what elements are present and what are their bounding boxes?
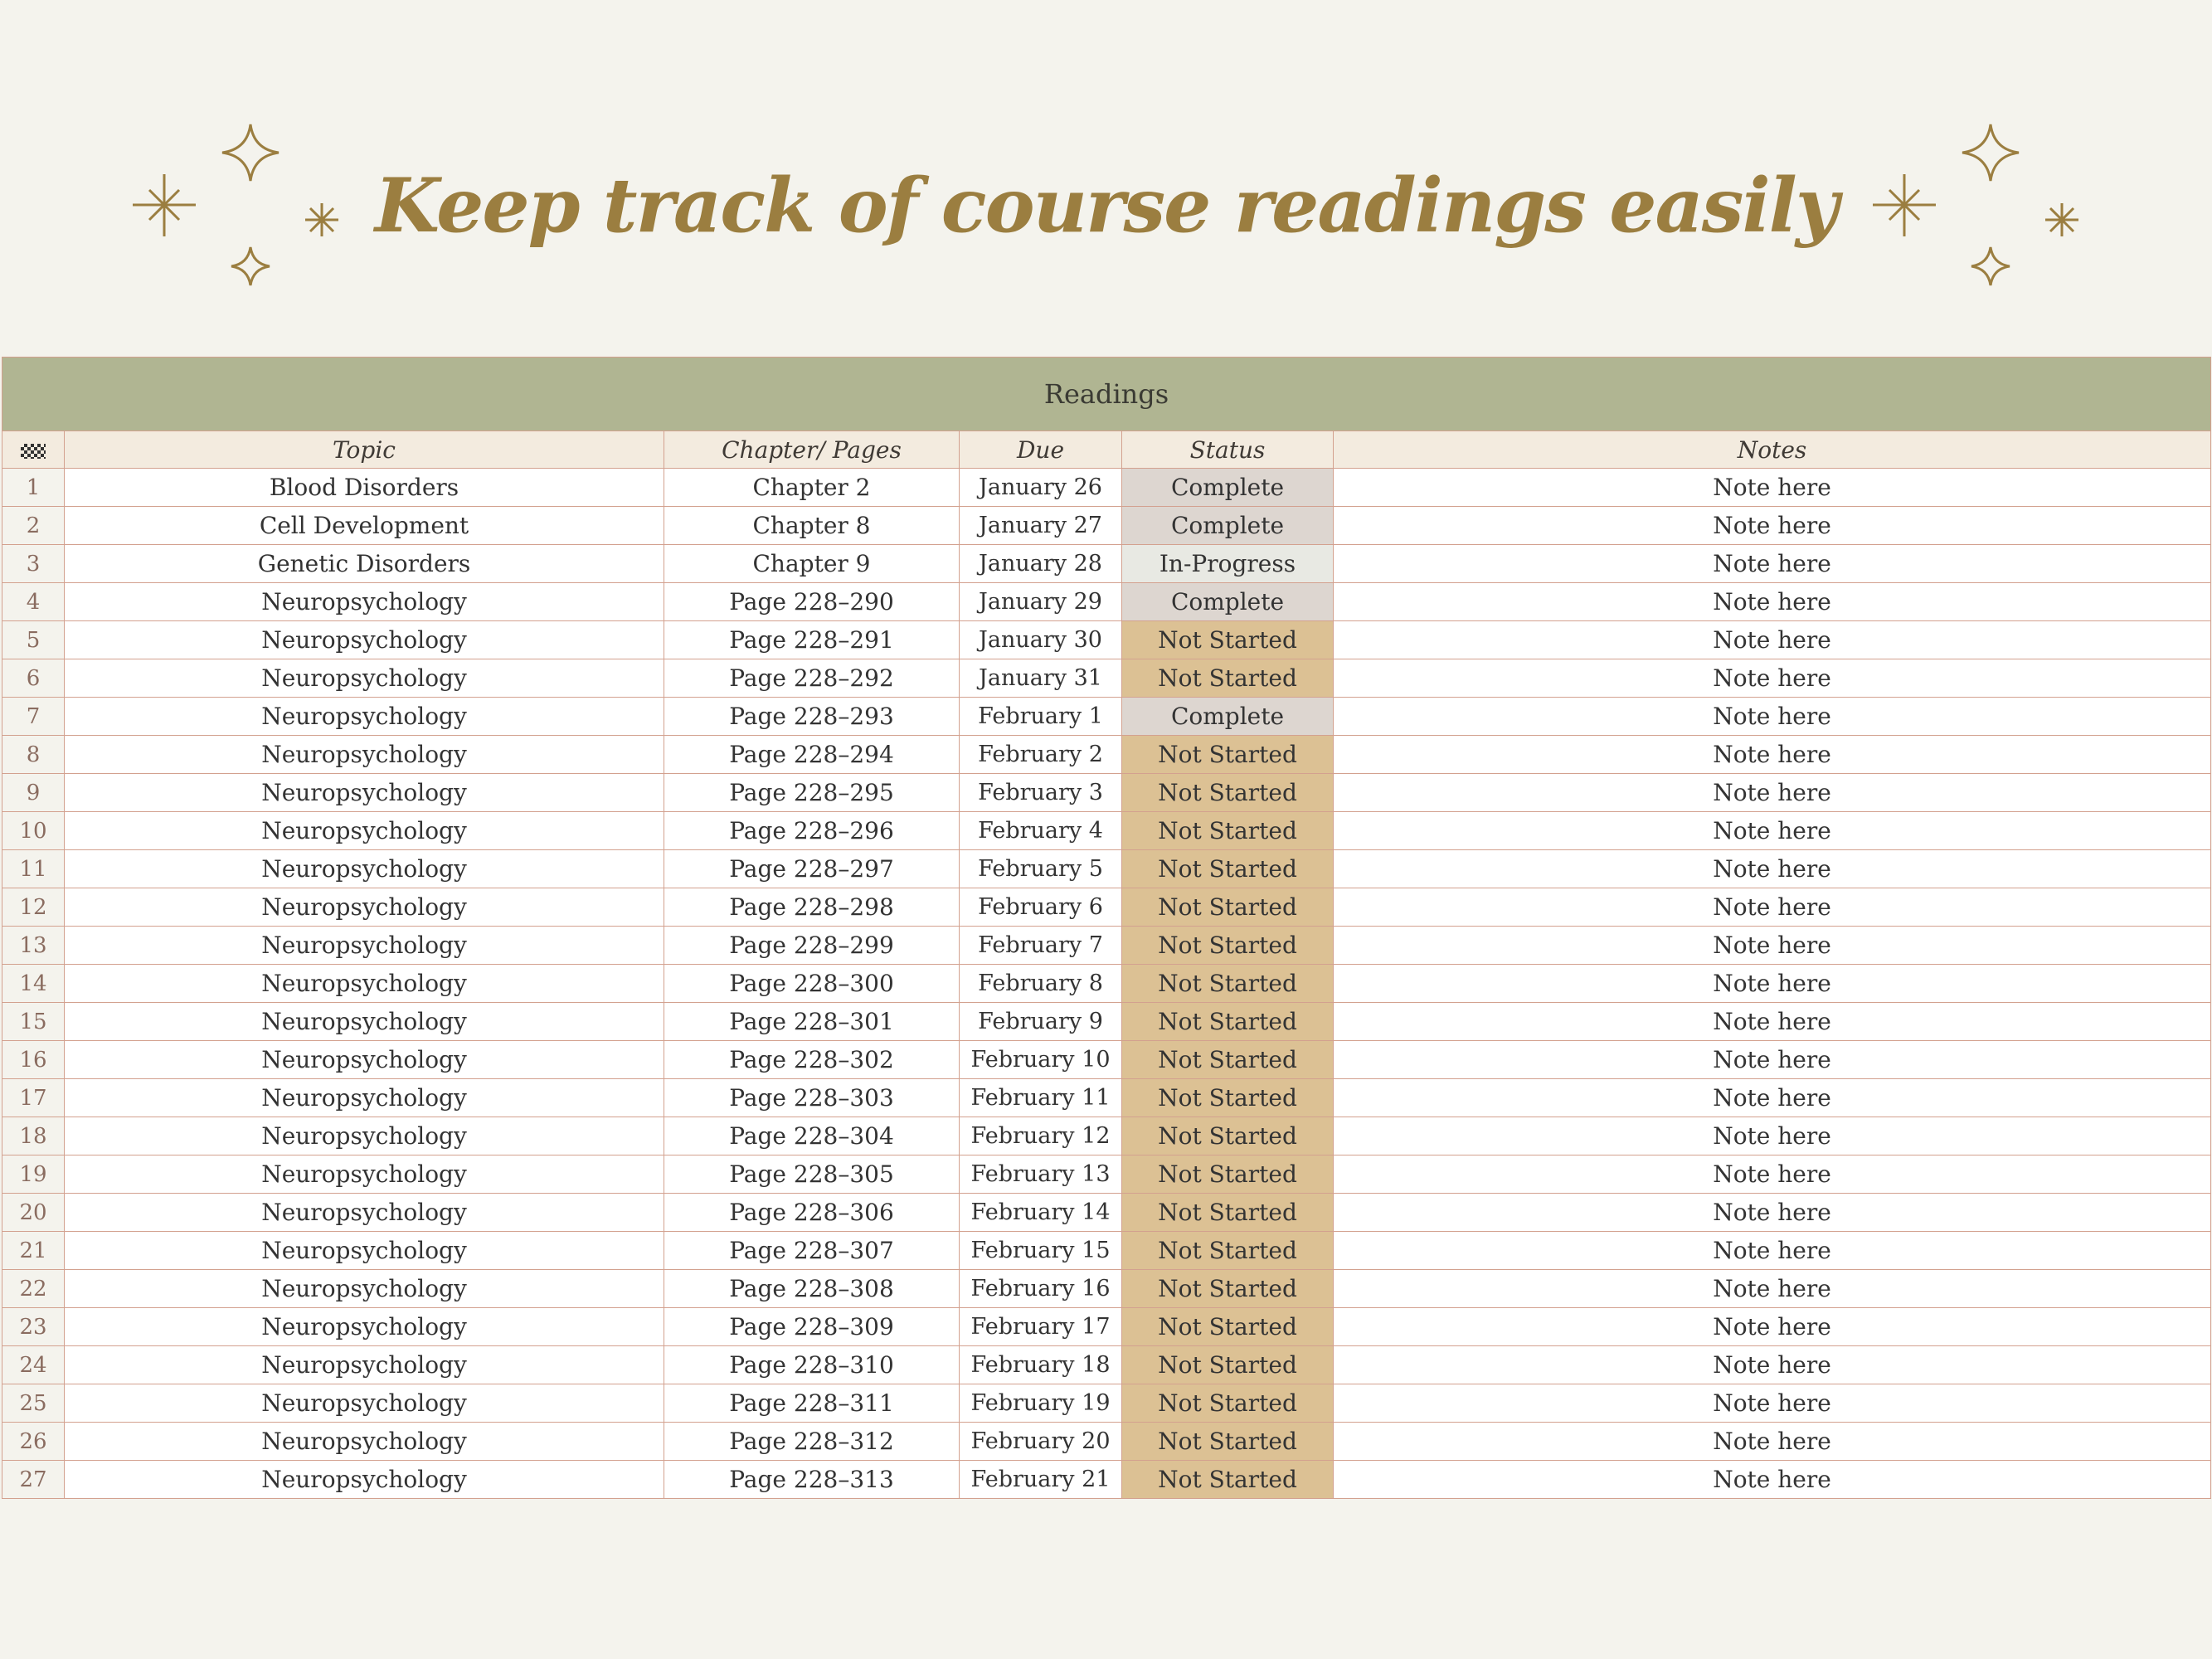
notes-cell[interactable]: Note here — [1334, 888, 2211, 927]
topic-cell[interactable]: Neuropsychology — [65, 1079, 664, 1117]
pages-cell[interactable]: Page 228–312 — [664, 1423, 960, 1461]
due-date-cell[interactable]: February 7 — [960, 927, 1122, 965]
topic-cell[interactable]: Neuropsychology — [65, 1270, 664, 1308]
table-row — [2, 850, 2211, 888]
pages-cell[interactable]: Page 228–291 — [664, 621, 960, 659]
row-number[interactable]: 12 — [2, 888, 65, 927]
row-number[interactable]: 10 — [2, 812, 65, 850]
status-cell[interactable]: In-Progress — [1122, 545, 1334, 583]
column-header-topic[interactable]: Topic — [65, 431, 664, 469]
row-number[interactable]: 7 — [2, 698, 65, 736]
table-row — [2, 888, 2211, 927]
table-row — [2, 1461, 2211, 1499]
pages-cell[interactable]: Page 228–292 — [664, 659, 960, 698]
pages-cell[interactable]: Page 228–309 — [664, 1308, 960, 1346]
status-cell[interactable]: Not Started — [1122, 1384, 1334, 1423]
topic-cell[interactable]: Neuropsychology — [65, 1194, 664, 1232]
column-header-due[interactable]: Due — [960, 431, 1122, 469]
pages-cell[interactable]: Page 228–298 — [664, 888, 960, 927]
notes-cell[interactable]: Note here — [1334, 659, 2211, 698]
status-cell[interactable]: Complete — [1122, 469, 1334, 507]
table-row — [2, 545, 2211, 583]
status-cell[interactable]: Not Started — [1122, 1308, 1334, 1346]
checkered-grid-icon — [21, 444, 46, 459]
table-row — [2, 621, 2211, 659]
due-date-cell[interactable]: February 6 — [960, 888, 1122, 927]
notes-cell[interactable]: Note here — [1334, 1270, 2211, 1308]
notes-cell[interactable]: Note here — [1334, 1423, 2211, 1461]
pages-cell[interactable]: Page 228–304 — [664, 1117, 960, 1155]
pages-cell[interactable]: Page 228–290 — [664, 583, 960, 621]
row-number[interactable]: 2 — [2, 507, 65, 545]
notes-cell[interactable]: Note here — [1334, 469, 2211, 507]
pages-cell[interactable]: Page 228–300 — [664, 965, 960, 1003]
due-date-cell[interactable]: February 1 — [960, 698, 1122, 736]
status-cell[interactable]: Not Started — [1122, 1270, 1334, 1308]
status-cell[interactable]: Not Started — [1122, 1003, 1334, 1041]
notes-cell[interactable]: Note here — [1334, 1384, 2211, 1423]
table-row — [2, 659, 2211, 698]
table-row — [2, 1155, 2211, 1194]
topic-cell[interactable]: Neuropsychology — [65, 965, 664, 1003]
status-cell[interactable]: Complete — [1122, 583, 1334, 621]
topic-cell[interactable]: Neuropsychology — [65, 698, 664, 736]
pages-cell[interactable]: Page 228–311 — [664, 1384, 960, 1423]
pages-cell[interactable]: Page 228–306 — [664, 1194, 960, 1232]
topic-cell[interactable]: Neuropsychology — [65, 850, 664, 888]
status-cell[interactable]: Not Started — [1122, 927, 1334, 965]
due-date-cell[interactable]: January 31 — [960, 659, 1122, 698]
row-number[interactable]: 18 — [2, 1117, 65, 1155]
row-number[interactable]: 16 — [2, 1041, 65, 1079]
table-row — [2, 736, 2211, 774]
row-number[interactable]: 13 — [2, 927, 65, 965]
row-number[interactable]: 26 — [2, 1423, 65, 1461]
pages-cell[interactable]: Page 228–299 — [664, 927, 960, 965]
status-cell[interactable]: Complete — [1122, 507, 1334, 545]
notes-cell[interactable]: Note here — [1334, 1155, 2211, 1194]
status-cell[interactable]: Not Started — [1122, 1117, 1334, 1155]
due-date-cell[interactable]: January 27 — [960, 507, 1122, 545]
table-row — [2, 1270, 2211, 1308]
row-number[interactable]: 14 — [2, 965, 65, 1003]
table-row — [2, 1079, 2211, 1117]
due-date-cell[interactable]: February 11 — [960, 1079, 1122, 1117]
pages-cell[interactable]: Chapter 8 — [664, 507, 960, 545]
due-date-cell[interactable]: January 28 — [960, 545, 1122, 583]
table-row — [2, 812, 2211, 850]
notes-cell[interactable]: Note here — [1334, 1079, 2211, 1117]
topic-cell[interactable]: Blood Disorders — [65, 469, 664, 507]
row-number[interactable]: 1 — [2, 469, 65, 507]
notes-cell[interactable]: Note here — [1334, 545, 2211, 583]
row-number[interactable]: 9 — [2, 774, 65, 812]
topic-cell[interactable]: Neuropsychology — [65, 774, 664, 812]
notes-cell[interactable]: Note here — [1334, 1194, 2211, 1232]
due-date-cell[interactable]: February 16 — [960, 1270, 1122, 1308]
table-row — [2, 1384, 2211, 1423]
topic-cell[interactable]: Neuropsychology — [65, 1461, 664, 1499]
topic-cell[interactable]: Genetic Disorders — [65, 545, 664, 583]
due-date-cell[interactable]: February 3 — [960, 774, 1122, 812]
status-cell[interactable]: Not Started — [1122, 1041, 1334, 1079]
due-date-cell[interactable]: January 26 — [960, 469, 1122, 507]
sparkle-icon — [231, 247, 270, 285]
column-header-status[interactable]: Status — [1122, 431, 1334, 469]
topic-cell[interactable]: Neuropsychology — [65, 1117, 664, 1155]
due-date-cell[interactable]: February 9 — [960, 1003, 1122, 1041]
table-row — [2, 1041, 2211, 1079]
table-body — [2, 469, 2211, 1499]
row-number[interactable]: 15 — [2, 1003, 65, 1041]
due-date-cell[interactable]: February 4 — [960, 812, 1122, 850]
table-row — [2, 469, 2211, 507]
topic-cell[interactable]: Neuropsychology — [65, 812, 664, 850]
notes-cell[interactable]: Note here — [1334, 621, 2211, 659]
table-row — [2, 583, 2211, 621]
due-date-cell[interactable]: February 5 — [960, 850, 1122, 888]
column-header-row — [2, 431, 2211, 469]
pages-cell[interactable]: Page 228–307 — [664, 1232, 960, 1270]
due-date-cell[interactable]: February 18 — [960, 1346, 1122, 1384]
status-cell[interactable]: Not Started — [1122, 888, 1334, 927]
row-number[interactable]: 3 — [2, 545, 65, 583]
notes-cell[interactable]: Note here — [1334, 927, 2211, 965]
pages-cell[interactable]: Page 228–295 — [664, 774, 960, 812]
table-row — [2, 1117, 2211, 1155]
status-cell[interactable]: Not Started — [1122, 1194, 1334, 1232]
row-number[interactable]: 11 — [2, 850, 65, 888]
notes-cell[interactable]: Note here — [1334, 1308, 2211, 1346]
notes-cell[interactable]: Note here — [1334, 965, 2211, 1003]
due-date-cell[interactable]: January 30 — [960, 621, 1122, 659]
status-cell[interactable]: Not Started — [1122, 774, 1334, 812]
due-date-cell[interactable]: February 2 — [960, 736, 1122, 774]
notes-cell[interactable]: Note here — [1334, 1041, 2211, 1079]
notes-cell[interactable]: Note here — [1334, 812, 2211, 850]
row-number[interactable]: 25 — [2, 1384, 65, 1423]
table-row — [2, 1194, 2211, 1232]
pages-cell[interactable]: Page 228–303 — [664, 1079, 960, 1117]
table-row — [2, 1232, 2211, 1270]
pages-cell[interactable]: Page 228–301 — [664, 1003, 960, 1041]
notes-cell[interactable]: Note here — [1334, 850, 2211, 888]
table-row — [2, 698, 2211, 736]
topic-cell[interactable]: Neuropsychology — [65, 736, 664, 774]
pages-cell[interactable]: Page 228–294 — [664, 736, 960, 774]
notes-cell[interactable]: Note here — [1334, 774, 2211, 812]
topic-cell[interactable]: Neuropsychology — [65, 1423, 664, 1461]
topic-cell[interactable]: Neuropsychology — [65, 1232, 664, 1270]
topic-cell[interactable]: Neuropsychology — [65, 1003, 664, 1041]
status-cell[interactable]: Not Started — [1122, 1232, 1334, 1270]
notes-cell[interactable]: Note here — [1334, 507, 2211, 545]
readings-table — [2, 357, 2211, 1499]
column-header-notes[interactable]: Notes — [1334, 431, 2211, 469]
topic-cell[interactable]: Neuropsychology — [65, 1308, 664, 1346]
row-number[interactable]: 24 — [2, 1346, 65, 1384]
notes-cell[interactable]: Note here — [1334, 1461, 2211, 1499]
notes-cell[interactable]: Note here — [1334, 1346, 2211, 1384]
due-date-cell[interactable]: February 20 — [960, 1423, 1122, 1461]
table-row — [2, 1308, 2211, 1346]
notes-cell[interactable]: Note here — [1334, 1117, 2211, 1155]
hero-header — [0, 100, 2212, 324]
due-date-cell[interactable]: February 14 — [960, 1194, 1122, 1232]
pages-cell[interactable]: Chapter 9 — [664, 545, 960, 583]
status-cell[interactable]: Complete — [1122, 698, 1334, 736]
table-row — [2, 1003, 2211, 1041]
row-number[interactable]: 23 — [2, 1308, 65, 1346]
status-cell[interactable]: Not Started — [1122, 736, 1334, 774]
due-date-cell[interactable]: January 29 — [960, 583, 1122, 621]
due-date-cell[interactable]: February 8 — [960, 965, 1122, 1003]
row-number[interactable]: 22 — [2, 1270, 65, 1308]
table-row — [2, 1346, 2211, 1384]
row-number[interactable]: 6 — [2, 659, 65, 698]
pages-cell[interactable]: Page 228–296 — [664, 812, 960, 850]
status-cell[interactable]: Not Started — [1122, 659, 1334, 698]
row-number[interactable]: 20 — [2, 1194, 65, 1232]
pages-cell[interactable]: Page 228–308 — [664, 1270, 960, 1308]
notes-cell[interactable]: Note here — [1334, 736, 2211, 774]
pages-cell[interactable]: Page 228–313 — [664, 1461, 960, 1499]
pages-cell[interactable]: Chapter 2 — [664, 469, 960, 507]
topic-cell[interactable]: Neuropsychology — [65, 621, 664, 659]
due-date-cell[interactable]: February 13 — [960, 1155, 1122, 1194]
pages-cell[interactable]: Page 228–302 — [664, 1041, 960, 1079]
pages-cell[interactable]: Page 228–293 — [664, 698, 960, 736]
row-number[interactable]: 19 — [2, 1155, 65, 1194]
topic-cell[interactable]: Neuropsychology — [65, 1346, 664, 1384]
table-row — [2, 774, 2211, 812]
status-cell[interactable]: Not Started — [1122, 1461, 1334, 1499]
due-date-cell[interactable]: February 21 — [960, 1461, 1122, 1499]
row-index-header[interactable] — [2, 431, 65, 469]
topic-cell[interactable]: Neuropsychology — [65, 927, 664, 965]
status-cell[interactable]: Not Started — [1122, 965, 1334, 1003]
row-number[interactable]: 21 — [2, 1232, 65, 1270]
topic-cell[interactable]: Cell Development — [65, 507, 664, 545]
row-number[interactable]: 27 — [2, 1461, 65, 1499]
notes-cell[interactable]: Note here — [1334, 1232, 2211, 1270]
topic-cell[interactable]: Neuropsychology — [65, 659, 664, 698]
status-cell[interactable]: Not Started — [1122, 1423, 1334, 1461]
row-number[interactable]: 4 — [2, 583, 65, 621]
notes-cell[interactable]: Note here — [1334, 698, 2211, 736]
status-cell[interactable]: Not Started — [1122, 621, 1334, 659]
topic-cell[interactable]: Neuropsychology — [65, 1384, 664, 1423]
pages-cell[interactable]: Page 228–297 — [664, 850, 960, 888]
page-title: Keep track of course readings easily — [374, 162, 1838, 250]
sparkle-icon — [1971, 247, 2010, 285]
status-cell[interactable]: Not Started — [1122, 1346, 1334, 1384]
column-header-pages[interactable]: Chapter/ Pages — [664, 431, 960, 469]
due-date-cell[interactable]: February 15 — [960, 1232, 1122, 1270]
table-row — [2, 965, 2211, 1003]
status-cell[interactable]: Not Started — [1122, 812, 1334, 850]
table-row — [2, 1423, 2211, 1461]
pages-cell[interactable]: Page 228–310 — [664, 1346, 960, 1384]
readings-banner: Readings — [2, 358, 2211, 431]
table-row — [2, 507, 2211, 545]
row-number[interactable]: 5 — [2, 621, 65, 659]
table-row — [2, 927, 2211, 965]
topic-cell[interactable]: Neuropsychology — [65, 1155, 664, 1194]
due-date-cell[interactable]: February 19 — [960, 1384, 1122, 1423]
topic-cell[interactable]: Neuropsychology — [65, 1041, 664, 1079]
due-date-cell[interactable]: February 10 — [960, 1041, 1122, 1079]
status-cell[interactable]: Not Started — [1122, 850, 1334, 888]
row-number[interactable]: 8 — [2, 736, 65, 774]
status-cell[interactable]: Not Started — [1122, 1155, 1334, 1194]
topic-cell[interactable]: Neuropsychology — [65, 583, 664, 621]
pages-cell[interactable]: Page 228–305 — [664, 1155, 960, 1194]
topic-cell[interactable]: Neuropsychology — [65, 888, 664, 927]
row-number[interactable]: 17 — [2, 1079, 65, 1117]
due-date-cell[interactable]: February 17 — [960, 1308, 1122, 1346]
status-cell[interactable]: Not Started — [1122, 1079, 1334, 1117]
due-date-cell[interactable]: February 12 — [960, 1117, 1122, 1155]
notes-cell[interactable]: Note here — [1334, 1003, 2211, 1041]
notes-cell[interactable]: Note here — [1334, 583, 2211, 621]
